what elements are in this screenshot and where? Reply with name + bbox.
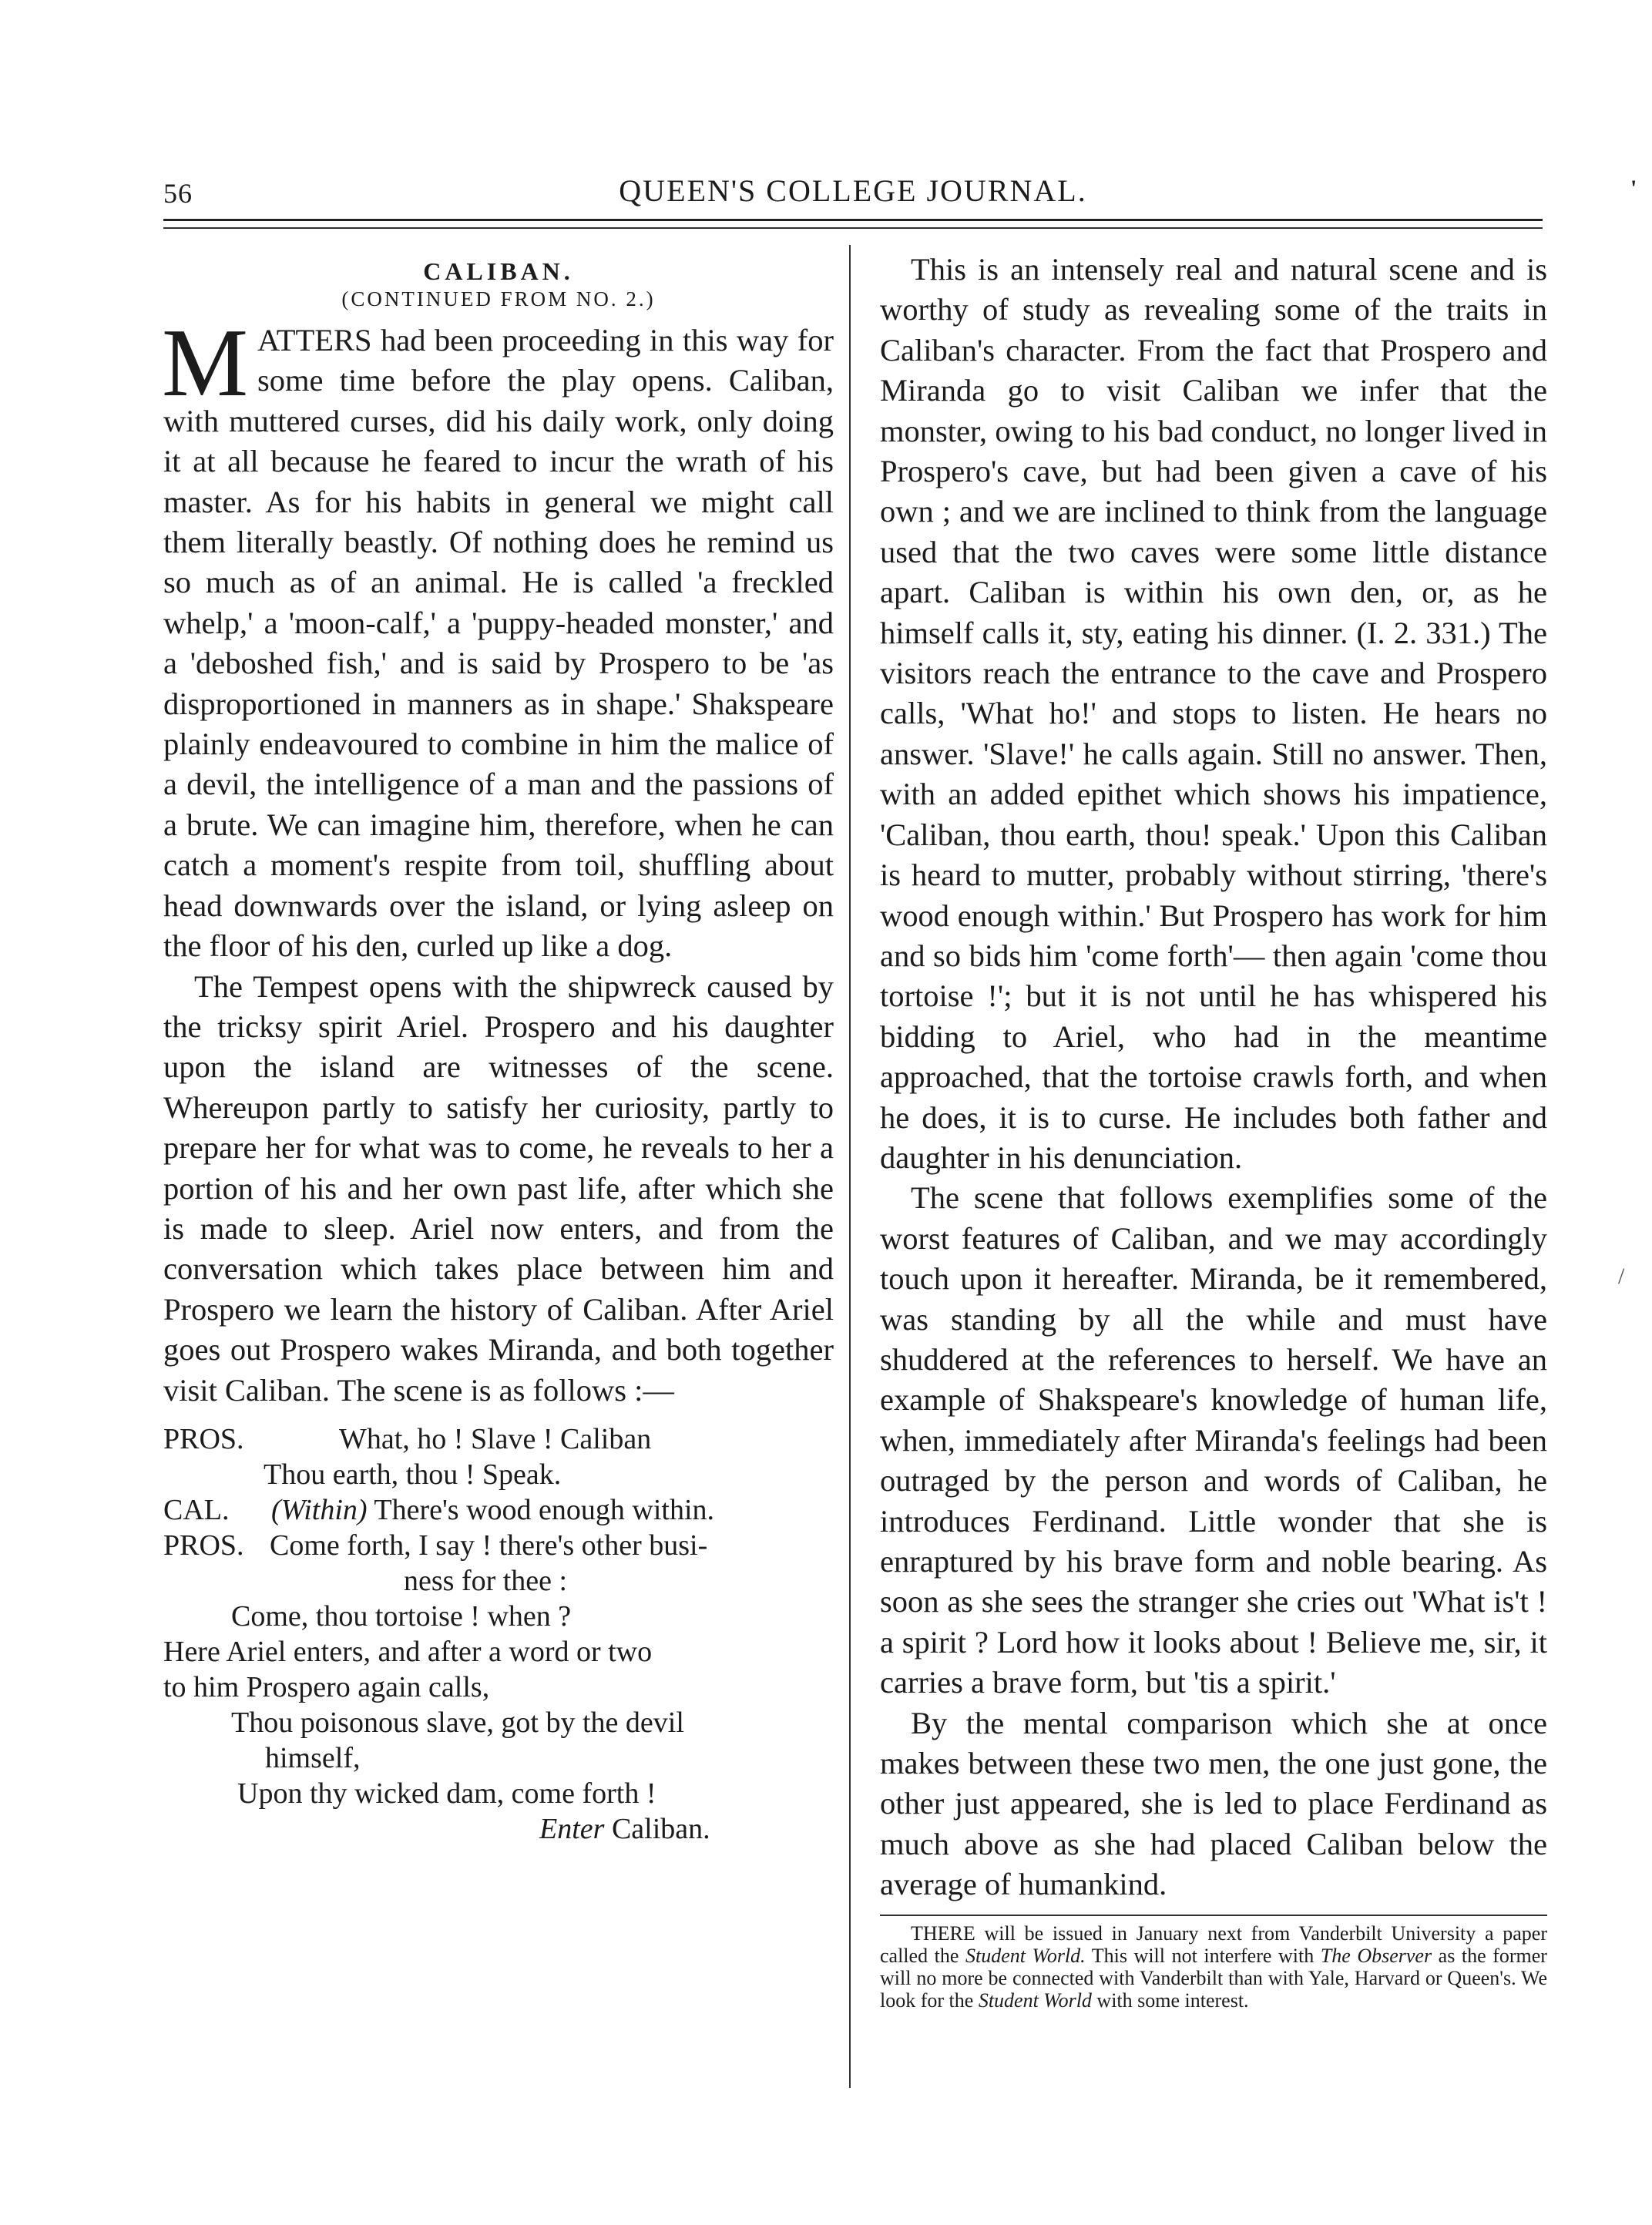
margin-mark: / (1618, 1264, 1625, 1289)
verse-line: himself, (265, 1741, 361, 1774)
verse-line: Thou earth, thou ! Speak. (264, 1458, 562, 1491)
stage-direction: Enter (539, 1812, 605, 1845)
verse-line: ness for thee : (404, 1564, 568, 1597)
paragraph-3: This is an intensely real and natural scene and is worthy of study as revealing some of the traits in Caliban's character. From the fact that Prospero and Miranda go to visit Caliban we infer that the monster, owing to his bad conduct, no longer lived in Prospero's cave, but had been given a cave of his own ; and we are inclined to think from the language used that the two caves were some little distance apart. Caliban is within his own den, or, as he himself calls it, sty, eating his dinner. (I. 2. 331.) The visitors reach the entrance to the cave and Prospero calls, 'What ho!' and stops to listen. He hears no answer. 'Slave!' he calls again. Still no answer. Then, with an added epithet which shows his impatience, 'Caliban, thou earth, thou! speak.' Upon this Caliban is heard to mutter, probably without stirring, 'there's wood enough within.' But Prospero has work for him and so bids him 'come forth'— then again 'come thou tortoise !'; but it is not until he has whispered his bidding to Ariel, who had in the meantime approached, that the tortoise crawls forth, and when he does, it is to curse. He includes both father and daughter in his denunciation. (880, 252, 1547, 1175)
left-column (163, 250, 834, 1847)
stage-direction: (Within) (271, 1493, 368, 1526)
paragraph-1-text: had been proceeding in this way for some time before the play opens. Caliban, with muttered curses, did his daily work, only doing it at all because he feared to incur the wrath of his master. As for his habits in general we might call them literally beastly. Of nothing does he remind us so much as of an animal. He is called 'a freckled whelp,' a 'moon-calf,' a 'puppy-headed monster,' and a 'deboshed fish,' and is said by Prospero to be 'as disproportioned in manners as in shape.' Shakspeare plainly endeavoured to combine in him the malice of a devil, the intelligence of a man and the passions of a brute. We can imagine him, therefore, when he can catch a moment's respite from toil, shuffling about head downwards over the island, or lying asleep on the floor of his den, curled up like a dog. (163, 323, 834, 964)
note-text: will be issued in January next from Vanderbilt University a paper called the (880, 1921, 1547, 1967)
speaker-label: CAL. (163, 1493, 230, 1526)
paragraph-1-lead: ATTERS (257, 323, 372, 357)
paragraph-4: The scene that follows exemplifies some of the worst features of Caliban, and we may accordingly touch upon it hereafter. Miranda, be it remembered, was standing by all the while and must have shuddered at the references to herself. We have an example of Shakspeare's knowledge of human life, when, immediately after Miranda's feelings had been outraged by the person and words of Caliban, he introduces Ferdinand. Little wonder that she is enraptured by his brave form and noble bearing. As soon as she sees the stranger she cries out 'What is't ! a spirit ? Lord how it looks about ! Believe me, sir, it carries a brave form, but 'tis a spirit.' (880, 1180, 1547, 1700)
verse-line: Upon thy wicked dam, come forth ! (237, 1777, 656, 1810)
note-text: with some interest. (1091, 1988, 1249, 2012)
header-rule-thick (163, 219, 1543, 221)
note-italic: Student World (978, 1988, 1092, 2012)
header-rule-thin (163, 227, 1543, 229)
speaker-label: PROS. (163, 1529, 244, 1562)
margin-mark: ' (1630, 176, 1637, 201)
narration-line: to him Prospero again calls, (163, 1670, 490, 1703)
paragraph-2: The Tempest opens with the shipwreck caused by the tricksy spirit Ariel. Prospero and his daughter upon the island are witnesses of the scene. Whereupon partly to satisfy her curiosity, partly to prepare her for what was to come, he reveals to her a portion of his and her own past life, after which she is made to sleep. Ariel now enters, and from the conversation which takes place between him and Prospero we learn the history of Caliban. After Ariel goes out Prospero wakes Miranda, and both together visit Caliban. The scene is as follows :— (163, 968, 834, 1408)
paragraph-1 (162, 310, 834, 967)
narration-line: Here Ariel enters, and after a word or two (163, 1635, 653, 1668)
paragraph-5: By the mental comparison which she at once makes between these two men, the one just gone, the other just appeared, she is led to place Ferdinand as much above as she had placed Caliban below the average of humankind. (880, 1705, 1547, 1902)
note-italic: Student World. (965, 1944, 1086, 1967)
drop-cap: M (162, 310, 249, 417)
page-header (163, 162, 1543, 216)
verse-line (163, 1811, 834, 1847)
note-rule (880, 1915, 1547, 1916)
column-divider (849, 245, 851, 2088)
verse-line: Thou poisonous slave, got by the devil (231, 1706, 684, 1739)
editorial-note (880, 1922, 1547, 2012)
verse-quote (163, 1421, 834, 1847)
journal-title: QUEEN'S COLLEGE JOURNAL. (619, 173, 1087, 208)
verse-line: Come, thou tortoise ! when ? (231, 1599, 572, 1633)
right-column (880, 250, 1547, 2012)
note-text: as the former will no more be connected with Vanderbilt than with Yale, Harvard or Queen's. We look for the (880, 1944, 1547, 2012)
note-lead: THERE (911, 1921, 975, 1945)
page-number: 56 (163, 178, 193, 209)
verse-line (163, 1492, 834, 1528)
article-subtitle: (CONTINUED FROM NO. 2.) (341, 287, 656, 310)
verse-text: Caliban. (604, 1812, 710, 1845)
verse-text: What, ho ! Slave ! Caliban (339, 1422, 652, 1455)
note-italic: The Observer (1320, 1944, 1432, 1967)
verse-text: There's wood enough within. (367, 1493, 715, 1526)
verse-line (163, 1421, 834, 1457)
speaker-label: PROS. (163, 1422, 244, 1455)
article-title: CALIBAN. (423, 257, 574, 285)
note-text: This will not interfere with (1085, 1944, 1321, 1967)
verse-text: Come forth, I say ! there's other busi- (270, 1529, 708, 1562)
verse-line (163, 1528, 834, 1563)
